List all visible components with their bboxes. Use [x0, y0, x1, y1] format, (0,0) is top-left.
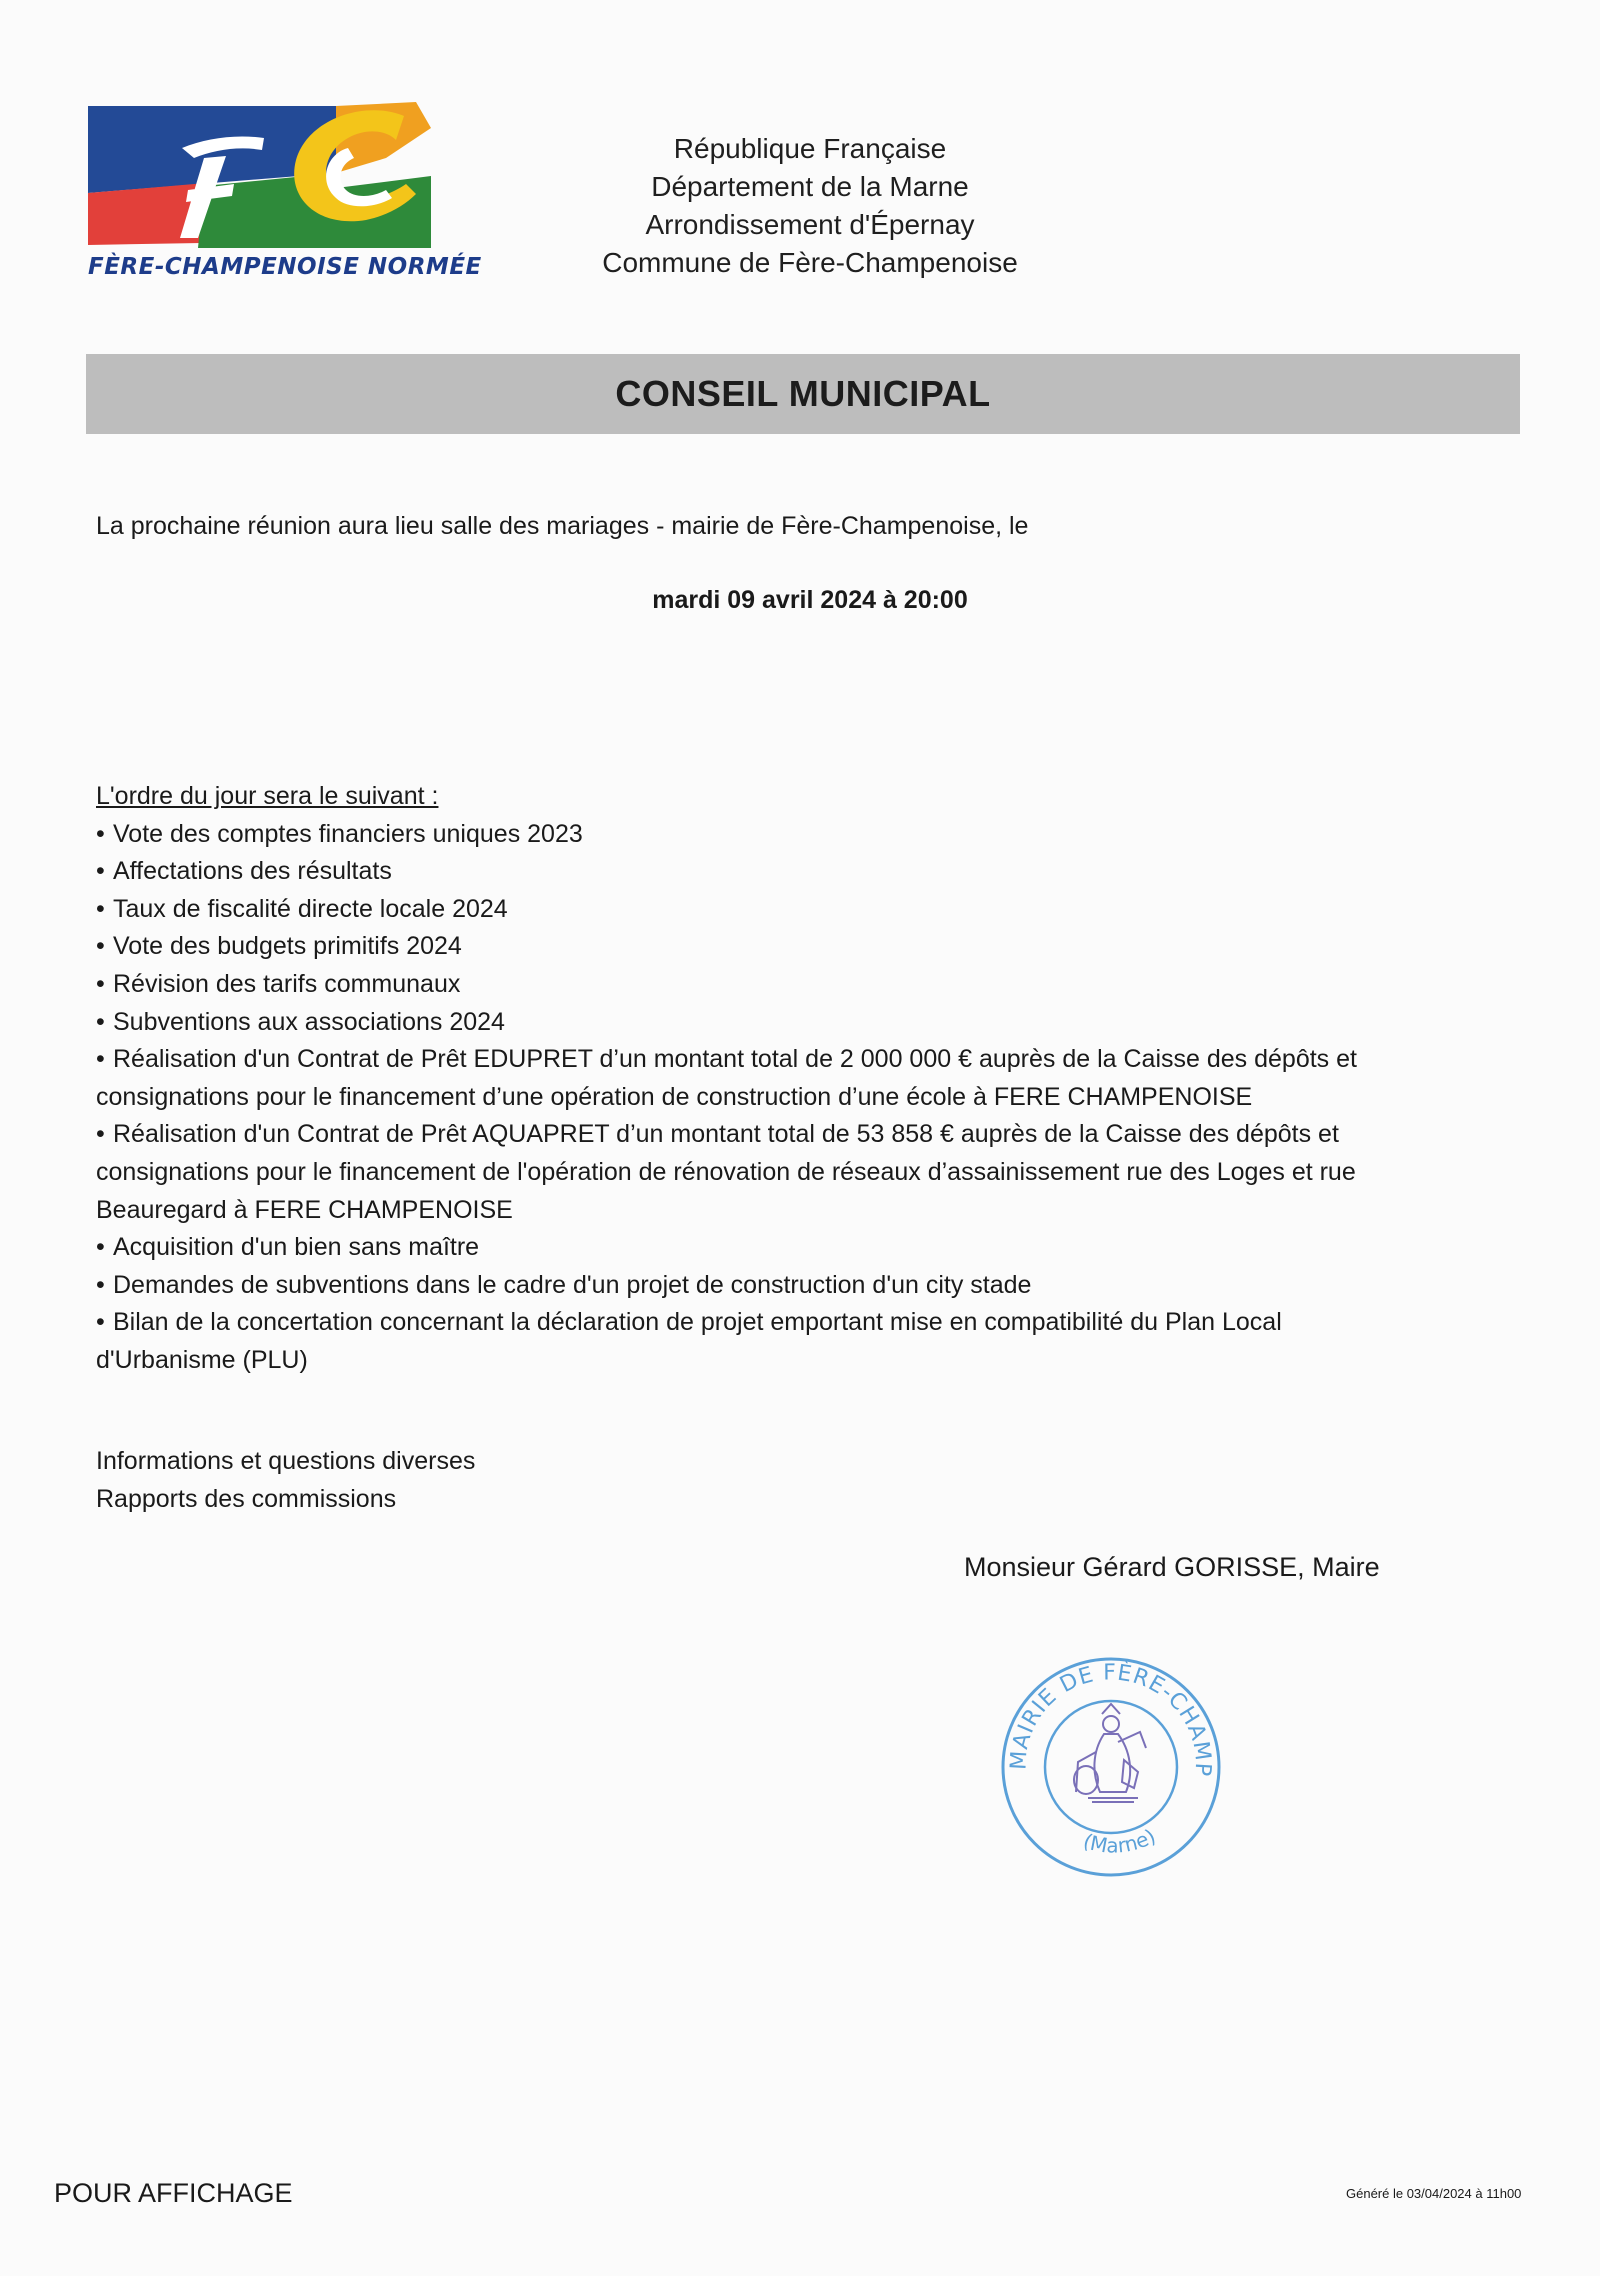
bullet-icon: • — [96, 1007, 105, 1036]
stamp-graphic — [996, 1652, 1226, 1882]
agenda-item-text: Réalisation d'un Contrat de Prêt AQUAPRET d’un montant total de 53 858 € auprès de la Caisse des dépôts et consignations pour le financement de l'opération de rénovation de réseaux d’assainissement rue des Loges et rue Beauregard à FERE CHAMPENOISE — [96, 1120, 1356, 1224]
agenda-item-text: Affectations des résultats — [113, 857, 392, 886]
official-stamp — [996, 1652, 1226, 1882]
svg-text:(Marne) — [1080, 1824, 1159, 1858]
stamp-ring-text: MAIRIE DE FÈRE-CHAMP — [1006, 1660, 1216, 1778]
agenda-item-text: Vote des budgets primitifs 2024 — [113, 932, 462, 961]
title-banner — [86, 354, 1520, 434]
agenda-item — [96, 1267, 1406, 1305]
bullet-icon: • — [96, 1308, 105, 1337]
agenda-item — [96, 966, 1406, 1004]
misc-section — [96, 1442, 475, 1518]
agenda-item — [96, 1116, 1406, 1229]
meeting-date: mardi 09 avril 2024 à 20:00 — [652, 586, 968, 614]
bullet-icon: • — [96, 1270, 105, 1299]
agenda-item — [96, 1229, 1406, 1267]
agenda-item — [96, 816, 1406, 854]
bullet-icon: • — [96, 857, 105, 886]
bullet-icon: • — [96, 1233, 105, 1262]
agenda-item-text: Réalisation d'un Contrat de Prêt EDUPRET d’un montant total de 2 000 000 € auprès de la Caisse des dépôts et consignations pour le financement d’une opération de construction d’une école à FERE CHAMPENOISE — [96, 1045, 1357, 1111]
bullet-icon: • — [96, 1120, 105, 1149]
address-block — [530, 130, 1090, 282]
svg-text:MAIRIE DE FÈRE-CHAMPENOISE — [996, 1652, 1215, 1778]
agenda-item-text: Taux de fiscalité directe locale 2024 — [113, 894, 508, 923]
agenda-item-text: Acquisition d'un bien sans maître — [113, 1233, 480, 1262]
agenda-item-text: Subventions aux associations 2024 — [113, 1007, 505, 1036]
signature-line: Monsieur Gérard GORISSE, Maire — [964, 1552, 1380, 1582]
agenda-item-text: Demandes de subventions dans le cadre d'un projet de construction d'un city stade — [113, 1270, 1032, 1299]
header-line: Arrondissement d'Épernay — [645, 209, 975, 240]
agenda-item — [96, 1304, 1406, 1379]
agenda-item — [96, 928, 1406, 966]
posting-label: POUR AFFICHAGE — [54, 2178, 293, 2208]
header-line: République Française — [673, 133, 947, 164]
agenda-item — [96, 1004, 1406, 1042]
misc-line: Informations et questions diverses — [96, 1447, 476, 1475]
agenda-item-text: Vote des comptes financiers uniques 2023 — [113, 819, 583, 848]
agenda-item-text: Révision des tarifs communaux — [113, 969, 461, 998]
generated-timestamp: Généré le 03/04/2024 à 11h00 — [1346, 2186, 1522, 2201]
meeting-intro: La prochaine réunion aura lieu salle des mariages - mairie de Fère-Champenoise, le — [96, 512, 1029, 540]
bullet-icon: • — [96, 894, 105, 923]
bullet-icon: • — [96, 932, 105, 961]
agenda-item — [96, 891, 1406, 929]
agenda — [96, 778, 1406, 1380]
agenda-item — [96, 853, 1406, 891]
agenda-item-text: Bilan de la concertation concernant la déclaration de projet emportant mise en compatibilité du Plan Local d'Urbanisme (PLU) — [96, 1308, 1282, 1374]
header-line: Commune de Fère-Champenoise — [602, 247, 1018, 278]
stamp-figure — [1074, 1704, 1146, 1802]
agenda-item — [96, 1041, 1406, 1116]
stamp-bottom-text: (Marne) — [1080, 1823, 1160, 1858]
bullet-icon: • — [96, 1045, 105, 1074]
agenda-list — [96, 816, 1406, 1380]
misc-line: Rapports des commissions — [96, 1485, 397, 1513]
header-line: Département de la Marne — [651, 171, 969, 202]
logo-caption: FÈRE-CHAMPENOISE NORMÉE — [88, 254, 482, 280]
bullet-icon: • — [96, 969, 105, 998]
logo-graphic — [86, 98, 436, 258]
bullet-icon: • — [96, 819, 105, 848]
agenda-heading: L'ordre du jour sera le suivant : — [96, 782, 439, 810]
page-title: CONSEIL MUNICIPAL — [615, 373, 991, 414]
